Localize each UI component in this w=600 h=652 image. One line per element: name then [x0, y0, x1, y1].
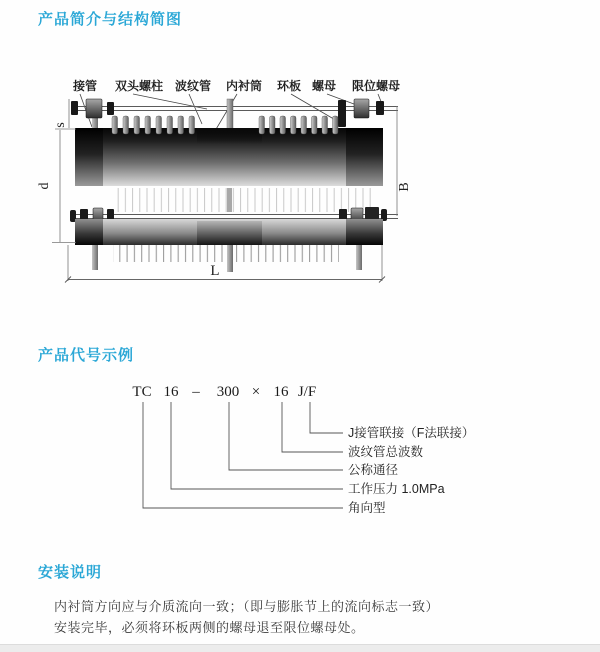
part-label-stud: 双头螺柱 — [114, 79, 164, 93]
page-bottom-edge — [0, 644, 600, 652]
code-seg-pressure: 16 — [163, 384, 179, 400]
mid-hatch — [112, 188, 372, 212]
stud-end-right — [356, 245, 362, 270]
code-seg-dash: – — [192, 384, 200, 400]
center-pin-top — [227, 99, 233, 129]
callout-waves: 波纹管总波数 — [348, 445, 424, 459]
center-pin-bottom — [227, 245, 233, 272]
bellows-fins-lower — [113, 245, 339, 262]
installation-notes — [54, 600, 524, 642]
ring-plate-top-right — [338, 100, 346, 127]
dim-L-label: L — [210, 263, 220, 279]
code-callouts — [348, 425, 474, 515]
limit-nut-top-right — [376, 101, 384, 115]
part-label-pipe: 接管 — [72, 79, 98, 93]
callout-pressure: 工作压力 1.0MPa — [348, 482, 445, 496]
product-code-diagram — [100, 375, 480, 555]
code-seg-waves: 16 — [273, 384, 289, 400]
callout-type: 角向型 — [348, 501, 386, 515]
dim-s-label: s — [53, 122, 68, 128]
liner-collar — [197, 128, 262, 144]
nut-top-left-2 — [107, 102, 114, 115]
stud-end-left — [92, 245, 98, 270]
dimension-B — [397, 106, 412, 216]
limit-nut-top-left — [71, 101, 78, 115]
code-seg-times: × — [251, 384, 261, 400]
dim-B-label: B — [397, 182, 412, 192]
part-label-limit-nut: 限位螺母 — [351, 79, 401, 93]
install-line-1: 内衬筒方向应与介质流向一致；（即与膨胀节上的流向标志一致） — [54, 599, 440, 614]
nut-block-top-right — [354, 99, 369, 118]
dimension-d — [37, 130, 76, 243]
part-labels — [72, 78, 400, 93]
structure-diagram — [30, 60, 450, 315]
callout-connection: J接管联接（F法联接） — [348, 426, 475, 440]
expansion-joint-drawing — [30, 60, 450, 310]
callout-diameter: 公称通径 — [348, 463, 399, 477]
part-label-nut: 螺母 — [311, 79, 337, 93]
part-label-liner: 内衬筒 — [225, 79, 263, 93]
dim-d-label: d — [37, 182, 52, 190]
section-title-code: 产品代号示例 — [38, 347, 135, 364]
tie-rod-top — [71, 99, 398, 129]
joint-body-lower — [75, 219, 383, 272]
code-seg-diameter: 300 — [216, 384, 240, 400]
install-line-2: 安装完毕，必须将环板两侧的螺母退至限位螺母处。 — [54, 620, 365, 635]
code-seg-connection: J/F — [297, 384, 317, 400]
code-callout-drawing — [100, 375, 480, 550]
part-label-ring-plate: 环板 — [276, 79, 302, 93]
code-connector-lines — [143, 402, 343, 508]
section-title-install: 安装说明 — [38, 564, 103, 581]
part-label-bellows: 波纹管 — [174, 79, 212, 93]
section-title-intro: 产品简介与结构简图 — [38, 11, 183, 28]
nut-block-top-left — [86, 99, 102, 118]
code-segments — [132, 384, 316, 400]
code-seg-type: TC — [132, 384, 152, 400]
